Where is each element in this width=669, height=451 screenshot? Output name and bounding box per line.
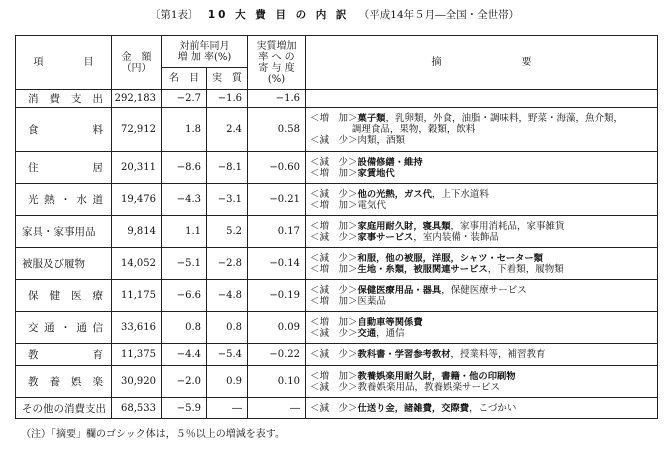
summary-item-bold: 仕送り金，諸雑費，交際費: [357, 402, 470, 414]
summary-item: 調理食品，果物，穀類，飲料: [351, 124, 476, 135]
row-summary: [306, 280, 658, 312]
summary-item-bold: 自動車等関係費: [357, 316, 423, 328]
summary-direction: ＜増 加＞: [310, 370, 358, 382]
summary-line: [310, 124, 653, 135]
table-row: [16, 108, 658, 152]
summary-direction: ＜減 少＞: [310, 284, 358, 296]
summary-direction: ＜減 少＞: [310, 188, 358, 200]
summary-line: [310, 157, 653, 168]
summary-direction: ＜減 少＞: [310, 156, 358, 168]
row-nominal: −8.6: [162, 152, 207, 184]
summary-item: 医薬品: [357, 295, 387, 307]
row-contribution: 0.09: [248, 312, 306, 344]
summary-item: ，上下水道料: [431, 188, 489, 200]
summary-line: [310, 189, 653, 200]
summary-line: [310, 200, 653, 211]
row-contribution: −0.60: [248, 152, 306, 184]
row-real: 2.4: [207, 108, 248, 152]
row-real: ―: [207, 398, 248, 419]
row-item-name: 教育: [16, 344, 112, 366]
table-row: [16, 152, 658, 184]
row-amount: 14,052: [112, 248, 162, 280]
header-row-1: [16, 36, 658, 68]
table-row: [16, 366, 658, 398]
row-real: −1.6: [207, 90, 248, 108]
row-real: −2.8: [207, 248, 248, 280]
summary-direction: ＜減 少＞: [310, 402, 358, 414]
row-amount: 72,912: [112, 108, 162, 152]
summary-item: ，授業料等，補習教育: [450, 349, 546, 360]
header-contribution: 実質増加 率 へ の 寄 与 度 (%): [248, 36, 306, 90]
summary-line: [310, 113, 653, 124]
row-summary: [306, 216, 658, 248]
summary-item: ，保健医療サービス: [441, 284, 527, 296]
row-contribution: −0.22: [248, 344, 306, 366]
row-contribution: 0.58: [248, 108, 306, 152]
header-nominal: 名 目: [162, 68, 207, 90]
row-summary: [306, 398, 658, 419]
summary-line: [310, 135, 653, 146]
row-real: 5.2: [207, 216, 248, 248]
row-contribution: −0.14: [248, 248, 306, 280]
summary-item: ，通信: [376, 327, 405, 339]
table-row: [16, 312, 658, 344]
row-real: 0.8: [207, 312, 248, 344]
row-item-name: 交通・通信: [16, 312, 112, 344]
row-amount: 33,616: [112, 312, 162, 344]
row-nominal: 1.1: [162, 216, 207, 248]
table-period: （平成14年５月―全国・全世帯）: [358, 9, 520, 21]
row-nominal: −6.6: [162, 280, 207, 312]
row-contribution: −0.21: [248, 184, 306, 216]
summary-item-bold: 他の光熱，ガス代: [357, 188, 432, 200]
row-item-name: 食料: [16, 108, 112, 152]
header-summary: 摘 要: [306, 36, 658, 90]
summary-direction: ＜増 加＞: [310, 113, 358, 124]
row-nominal: 0.8: [162, 312, 207, 344]
row-contribution: −0.19: [248, 280, 306, 312]
table-title: 10 大 費 目 の 内 訳: [207, 9, 350, 21]
table-row: [16, 344, 658, 366]
row-nominal: −4.3: [162, 184, 207, 216]
row-amount: 11,175: [112, 280, 162, 312]
row-amount: 68,533: [112, 398, 162, 419]
summary-item-bold: 家事サービス: [357, 231, 414, 243]
summary-direction: ＜増 加＞: [310, 263, 358, 275]
table-row: [16, 280, 658, 312]
summary-item-bold: 家庭用耐久財，寝具類: [357, 220, 451, 232]
summary-line: [310, 371, 653, 382]
summary-direction: ＜増 加＞: [310, 167, 358, 179]
expenditure-table: [15, 35, 658, 419]
row-real: −5.4: [207, 344, 248, 366]
row-contribution: 0.17: [248, 216, 306, 248]
summary-direction: ＜減 少＞: [310, 327, 358, 339]
summary-line: [310, 317, 653, 328]
row-summary: [306, 312, 658, 344]
row-summary: [306, 366, 658, 398]
summary-direction: ＜減 少＞: [310, 381, 358, 393]
summary-direction: ＜減 少＞: [310, 135, 358, 146]
table-row: [16, 184, 658, 216]
summary-line: [310, 296, 653, 307]
row-summary: [306, 184, 658, 216]
summary-line: [310, 221, 653, 232]
row-summary: [306, 248, 658, 280]
summary-item: ，こづかい: [469, 402, 517, 414]
row-summary: [306, 108, 658, 152]
table-row: [16, 216, 658, 248]
summary-direction: ＜減 少＞: [310, 349, 358, 360]
summary-item: 肉類，酒類: [357, 135, 406, 146]
summary-line: [310, 253, 653, 264]
footnote: （注）「摘要」欄のゴシック体は，５％以上の増減を表す。: [21, 429, 285, 440]
row-item-name: 教養娯楽: [16, 366, 112, 398]
row-nominal: −5.9: [162, 398, 207, 419]
row-item-name: 光熱・水道: [16, 184, 112, 216]
summary-line: [310, 168, 653, 179]
header-real: 実 質: [207, 68, 248, 90]
summary-direction: ＜増 加＞: [310, 295, 358, 307]
row-item-name: 消費支出: [16, 90, 112, 108]
summary-item-bold: 教養娯楽用耐久財，書籍・他の印刷物: [357, 370, 516, 382]
summary-item: ，乳卵類，外食，油脂・調味料，野菜・海藻，魚介類，: [385, 113, 623, 124]
summary-line: [310, 349, 653, 360]
summary-item: 教養娯楽用品，教養娯楽サービス: [357, 381, 501, 393]
summary-line: [310, 382, 653, 393]
summary-item-bold: 保健医療用品・器具: [357, 284, 442, 296]
header-yoy: 対前年同月 増 加 率(%): [162, 36, 248, 68]
summary-direction: ＜増 加＞: [310, 220, 358, 232]
row-nominal: −5.1: [162, 248, 207, 280]
row-real: −4.8: [207, 280, 248, 312]
row-nominal: −4.4: [162, 344, 207, 366]
row-summary: [306, 344, 658, 366]
row-item-name: 被服及び履物: [16, 248, 112, 280]
row-summary: [306, 90, 658, 108]
table-number: 〔第1表〕: [149, 9, 199, 21]
row-item-name: 家具・家事用品: [16, 216, 112, 248]
table-caption: [0, 7, 669, 22]
row-summary: [306, 152, 658, 184]
row-real: −8.1: [207, 152, 248, 184]
summary-line: [310, 264, 653, 275]
row-nominal: −2.0: [162, 366, 207, 398]
row-amount: 30,920: [112, 366, 162, 398]
row-nominal: 1.8: [162, 108, 207, 152]
row-amount: 11,375: [112, 344, 162, 366]
summary-direction: ＜減 少＞: [310, 252, 358, 264]
summary-item-bold: 家賃地代: [357, 167, 395, 179]
table-row: [16, 90, 658, 108]
header-item: 項 目: [16, 36, 112, 90]
row-item-name: その他の消費支出: [16, 398, 112, 419]
summary-item-bold: 和服，他の被服，洋服，シャツ・セーター類: [357, 252, 543, 264]
summary-direction: ＜減 少＞: [310, 231, 358, 243]
summary-item-bold: 生地・糸類，被服関連サービス: [357, 263, 488, 275]
summary-item: ，下着類，履物類: [487, 263, 564, 275]
summary-line: [310, 403, 653, 414]
summary-item: 電気代: [357, 199, 387, 211]
summary-item-bold: 設備修繕・維持: [357, 156, 423, 168]
table-row: [16, 398, 658, 419]
table-body: [16, 90, 658, 419]
row-item-name: 保健医療: [16, 280, 112, 312]
summary-line: [310, 232, 653, 243]
summary-line: [310, 328, 653, 339]
row-contribution: −1.6: [248, 90, 306, 108]
summary-item-bold: 菓子類: [357, 113, 386, 124]
row-amount: 9,814: [112, 216, 162, 248]
summary-item-bold: 教科書・学習参考教材: [357, 349, 451, 360]
table-row: [16, 248, 658, 280]
row-real: 0.9: [207, 366, 248, 398]
summary-item: ，家事用消耗品，家事雑貨: [450, 220, 565, 232]
row-contribution: ―: [248, 398, 306, 419]
row-real: −3.1: [207, 184, 248, 216]
row-contribution: 0.10: [248, 366, 306, 398]
summary-item-bold: 交通: [357, 327, 377, 339]
row-amount: 19,476: [112, 184, 162, 216]
summary-direction: ＜増 加＞: [310, 316, 358, 328]
row-amount: 20,311: [112, 152, 162, 184]
summary-direction: ＜増 加＞: [310, 199, 358, 211]
header-amount: 金 額 （円）: [112, 36, 162, 90]
row-amount: 292,183: [112, 90, 162, 108]
summary-item: ，室内装備・装飾品: [413, 231, 499, 243]
row-nominal: −2.7: [162, 90, 207, 108]
row-item-name: 住居: [16, 152, 112, 184]
summary-line: [310, 285, 653, 296]
